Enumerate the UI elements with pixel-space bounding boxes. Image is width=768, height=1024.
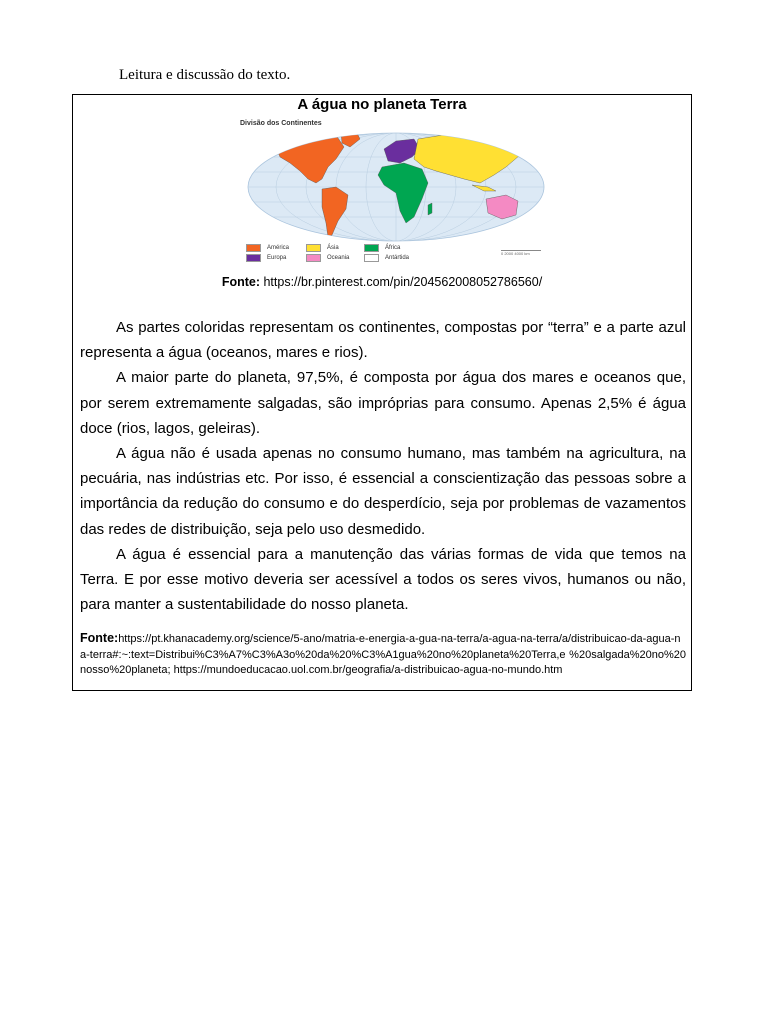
map-legend [246, 244, 446, 268]
world-map [236, 127, 556, 252]
new-zealand-shape [526, 217, 530, 227]
box-title: A água no planeta Terra [297, 96, 467, 113]
text-source-links[interactable]: https://pt.khanacademy.org/science/5-ano/matria-e-energia-a-gua-na-terra/a-agua-na-terra/a/distribuicao-da-agua-na-terra#:~:text=Distribui%C3%A7%C3%A3o%20da%20%C3%A1gua%20no%20planeta%20Terra,e %20salgada%20no%20nosso%20planeta; https://mundoeducacao.uol.com.br/geografia/a-distribuicao-agua-no-mundo.htm [80, 633, 686, 677]
image-source [73, 275, 691, 289]
text-source-label: Fonte: [80, 631, 119, 645]
text-source [80, 631, 686, 679]
legend-item-africa: África [364, 244, 400, 252]
paragraph: A água não é usada apenas no consumo humano, mas também na agricultura, na pecuária, nas indústrias etc. Por isso, é essencial a conscientização das pessoas sobre a importância da redução do consumo e do desperdício, seja por problemas de vazamentos das redes de distribuição, seja pelo uso desmedido. [80, 445, 686, 538]
text-box [72, 94, 692, 691]
legend-item-antartida: Antártida [364, 254, 409, 262]
image-source-label: Fonte: [221, 275, 260, 289]
madagascar-shape [428, 203, 432, 215]
paragraph: A maior parte do planeta, 97,5%, é composta por água dos mares e oceanos que, por serem extremamente salgadas, são impróprias para consumo. Apenas 2,5% é água doce (rios, lagos, geleiras). [80, 369, 686, 437]
paragraph: As partes coloridas representam os continentes, compostas por “terra” e a parte azul representa a água (oceanos, mares e rios). [80, 319, 686, 362]
body-text [80, 315, 686, 617]
legend-item-america: América [246, 244, 289, 252]
world-map-figure [236, 117, 556, 267]
legend-item-europa: Europa [246, 254, 286, 262]
image-source-url[interactable]: https://br.pinterest.com/pin/204562008052786560/ [263, 275, 543, 289]
legend-item-oceania: Oceania [306, 254, 349, 262]
map-caption: Divisão dos Continentes [240, 120, 322, 127]
legend-item-asia: Ásia [306, 244, 339, 252]
map-scale: 0 2000 4000 km [501, 244, 556, 264]
paragraph: A água é essencial para a manutenção das várias formas de vida que temos na Terra. E por esse motivo deveria ser acessível a todos os seres vivos, humanos ou não, para manter a sustentabilidade do nosso planeta. [80, 545, 686, 614]
intro-text: Leitura e discussão do texto. [119, 67, 291, 83]
